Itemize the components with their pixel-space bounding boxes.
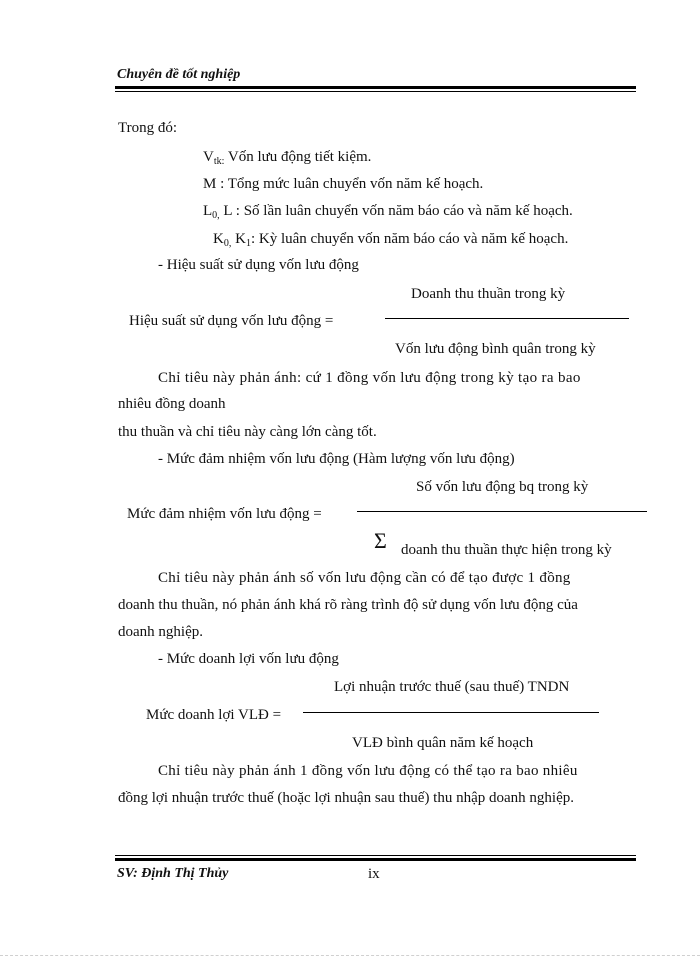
section1-explain-line1: Chỉ tiêu này phản ánh: cứ 1 đồng vốn lưu động trong kỳ tạo ra bao xyxy=(158,370,581,386)
section3-explain-line1: Chỉ tiêu này phản ánh 1 đồng vốn lưu động có thể tạo ra bao nhiêu xyxy=(158,763,578,779)
section1-explain-line2: nhiêu đồng doanh xyxy=(118,396,226,412)
intro-text: Trong đó: xyxy=(118,120,178,136)
section1-heading: - Hiệu suất sử dụng vốn lưu động xyxy=(158,257,359,273)
section3-fraction-line xyxy=(303,712,599,713)
footer-page-number: ix xyxy=(368,866,380,882)
footer-rule-thin xyxy=(115,855,636,856)
section1-lhs: Hiệu suất sử dụng vốn lưu động = xyxy=(129,313,334,329)
definition-k: $K_{0,}$ $K_1$: Kỳ luân chuyển vốn năm báo cáo và năm kế hoạch. xyxy=(213,231,569,249)
section3-denominator: VLĐ bình quân năm kế hoạch xyxy=(352,735,534,751)
section2-heading: - Mức đảm nhiệm vốn lưu động (Hàm lượng vốn lưu động) xyxy=(158,451,515,467)
section2-lhs: Mức đảm nhiệm vốn lưu động = xyxy=(127,506,322,522)
section2-explain-line2: doanh thu thuần, nó phản ánh khá rõ ràng trình độ sử dụng vốn lưu động của xyxy=(118,597,578,613)
header-rule-thin xyxy=(115,91,636,92)
section2-denominator: doanh thu thuần thực hiện trong kỳ xyxy=(401,542,612,558)
header-title: Chuyên đề tốt nghiệp xyxy=(117,67,241,82)
section2-numerator: Số vốn lưu động bq trong kỳ xyxy=(416,479,589,495)
section1-numerator: Doanh thu thuần trong kỳ xyxy=(411,286,566,302)
header-rule-thick xyxy=(115,86,636,89)
definition-l: $L_{0,}$ L : Số lần luân chuyển vốn năm báo cáo và năm kế hoạch. xyxy=(203,203,573,221)
page-bottom-dashed-border xyxy=(0,955,700,956)
section1-denominator: Vốn lưu động bình quân trong kỳ xyxy=(395,341,596,357)
section3-lhs: Mức doanh lợi VLĐ = xyxy=(146,707,282,723)
section3-heading: - Mức doanh lợi vốn lưu động xyxy=(158,651,339,667)
footer-rule-thick xyxy=(115,858,636,861)
footer-author: SV: Định Thị Thủy xyxy=(117,866,229,881)
definition-vtk: $V_{tk:}$ Vốn lưu động tiết kiệm. xyxy=(203,149,372,167)
section3-numerator: Lợi nhuận trước thuế (sau thuế) TNDN xyxy=(334,679,570,695)
definition-m: M : Tổng mức luân chuyển vốn năm kế hoạch. xyxy=(203,176,484,192)
section3-explain-line2: đồng lợi nhuận trước thuế (hoặc lợi nhuận sau thuế) thu nhập doanh nghiệp. xyxy=(118,790,574,806)
section1-fraction-line xyxy=(385,318,629,319)
section2-fraction-line xyxy=(357,511,647,512)
section2-explain-line1: Chỉ tiêu này phản ánh số vốn lưu động cần có để tạo được 1 đồng xyxy=(158,570,571,586)
section1-explain-line3: thu thuần và chỉ tiêu này càng lớn càng tốt. xyxy=(118,424,377,440)
section2-explain-line3: doanh nghiệp. xyxy=(118,624,203,640)
sigma-symbol: Σ xyxy=(374,528,387,553)
